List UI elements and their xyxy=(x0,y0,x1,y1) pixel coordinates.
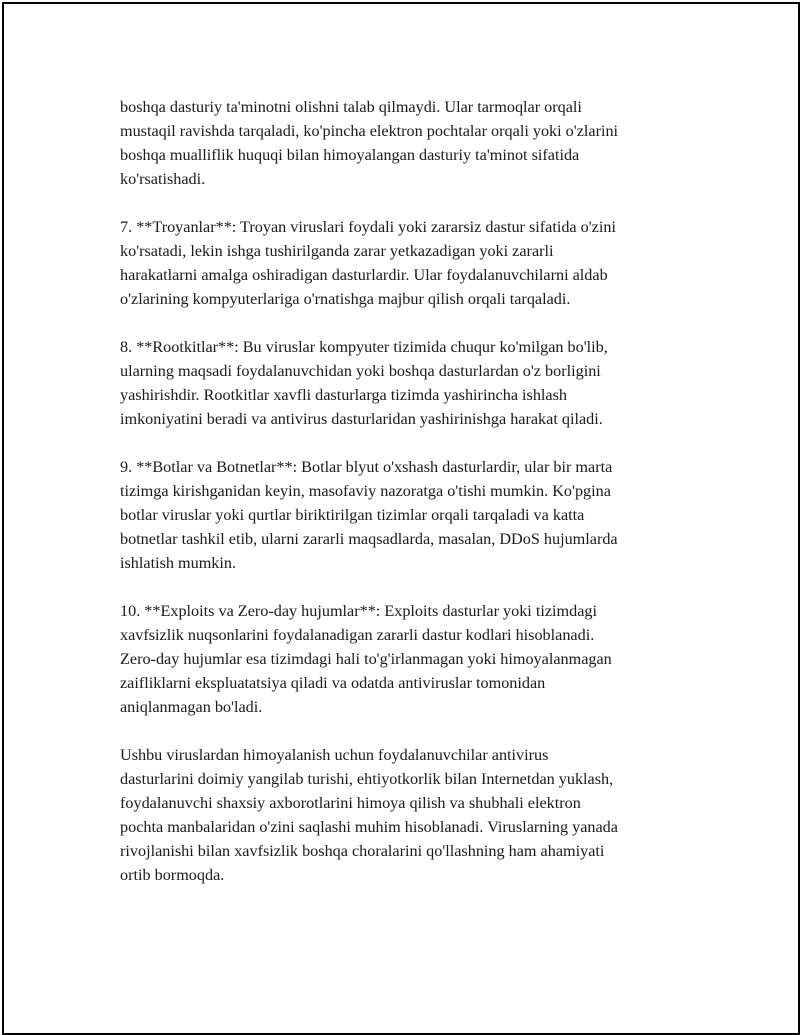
text-line: imkoniyatini beradi va antivirus dasturlaridan yashirinishga harakat qiladi. xyxy=(120,410,603,428)
paragraph-conclusion xyxy=(120,743,700,887)
text-line: ko'rsatishadi. xyxy=(120,170,206,188)
text-line: harakatlarni amalga oshiradigan dasturlardir. Ular foydalanuvchilarni aldab xyxy=(120,266,608,284)
text-line: botnetlar tashkil etib, ularni zararli maqsadlarda, masalan, DDoS hujumlarda xyxy=(120,530,618,548)
text-line: ularning maqsadi foydalanuvchidan yoki boshqa dasturlardan o'z borligini xyxy=(120,362,601,380)
paragraph-botlar xyxy=(120,455,700,575)
text-line: tizimga kirishganidan keyin, masofaviy nazoratga o'tishi mumkin. Ko'pgina xyxy=(120,482,611,500)
text-line: 8. **Rootkitlar**: Bu viruslar kompyuter tizimida chuqur ko'milgan bo'lib, xyxy=(120,338,608,356)
paragraph-rootkitlar xyxy=(120,335,700,431)
text-line: pochta manbalaridan o'zini saqlashi muhim hisoblanadi. Viruslarning yanada xyxy=(120,818,618,836)
text-line: 10. **Exploits va Zero-day hujumlar**: Exploits dasturlar yoki tizimdagi xyxy=(120,602,597,620)
text-line: dasturlarini doimiy yangilab turishi, ehtiyotkorlik bilan Internetdan yuklash, xyxy=(120,770,614,788)
text-line: yashirishdir. Rootkitlar xavfli dasturlarga tizimda yashirincha ishlash xyxy=(120,386,568,404)
paragraph-troyanlar xyxy=(120,215,700,311)
text-line: Zero-day hujumlar esa tizimdagi hali to'g'irlanmagan yoki himoyalanmagan xyxy=(120,650,612,668)
document-body xyxy=(120,95,700,911)
text-line: 7. **Troyanlar**: Troyan viruslari foydali yoki zararsiz dastur sifatida o'zini xyxy=(120,218,616,236)
text-line: zaifliklarni ekspluatatsiya qiladi va odatda antiviruslar tomonidan xyxy=(120,674,546,692)
document-page xyxy=(2,2,800,1035)
text-line: foydalanuvchi shaxsiy axborotlarini himoya qilish va shubhali elektron xyxy=(120,794,581,812)
text-line: boshqa mualliflik huquqi bilan himoyalangan dasturiy ta'minot sifatida xyxy=(120,146,580,164)
text-line: o'zlarining kompyuterlariga o'rnatishga majbur qilish orqali tarqaladi. xyxy=(120,290,571,308)
text-line: ishlatish mumkin. xyxy=(120,554,237,572)
text-line: Ushbu viruslardan himoyalanish uchun foydalanuvchilar antivirus xyxy=(120,746,549,764)
text-line: mustaqil ravishda tarqaladi, ko'pincha elektron pochtalar orqali yoki o'zlarini xyxy=(120,122,619,140)
text-line: ko'rsatadi, lekin ishga tushirilganda zarar yetkazadigan yoki zararli xyxy=(120,242,554,260)
paragraph-intro-continuation xyxy=(120,95,700,191)
paragraph-exploits xyxy=(120,599,700,719)
text-line: xavfsizlik nuqsonlarini foydalanadigan zararli dastur kodlari hisoblanadi. xyxy=(120,626,595,644)
text-line: boshqa dasturiy ta'minotni olishni talab qilmaydi. Ular tarmoqlar orqali xyxy=(120,98,582,116)
text-line: botlar viruslar yoki qurtlar biriktirilgan tizimlar orqali tarqaladi va katta xyxy=(120,506,585,524)
text-line: aniqlanmagan bo'ladi. xyxy=(120,698,263,716)
text-line: ortib bormoqda. xyxy=(120,866,225,884)
text-line: 9. **Botlar va Botnetlar**: Botlar blyut o'xshash dasturlardir, ular bir marta xyxy=(120,458,613,476)
text-line: rivojlanishi bilan xavfsizlik boshqa choralarini qo'llashning ham ahamiyati xyxy=(120,842,605,860)
